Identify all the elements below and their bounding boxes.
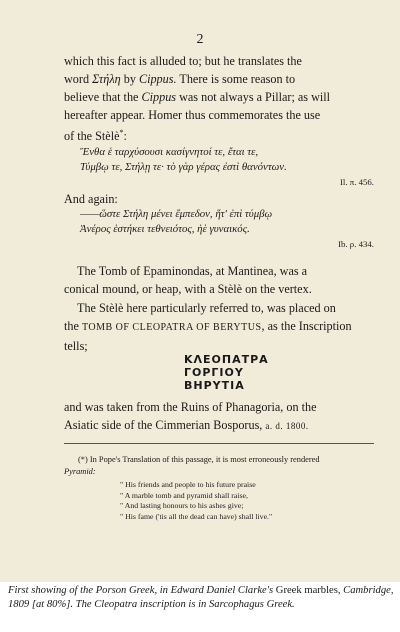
greek-word: Στήλη bbox=[92, 72, 121, 86]
paragraph-stele: The Stèlè here particularly referred to, was placed on the TOMB OF CLEOPATRA OF BERYTUS, as the Inscription tells; bbox=[64, 301, 352, 353]
text-line: which this fact is alluded to; but he translates the bbox=[64, 54, 302, 68]
paragraph-phanagoria: and was taken from the Ruins of Phanagoria, on the Asiatic side of the Cimmerian Bosporus, a. d. 1800. bbox=[64, 400, 317, 432]
greek-quote-1: Ἔνθα ἑ ταρχύσουσι κασίγνητοί τε, ἔται τε, Τύμβῳ τε, Στήλῃ τε· τὸ γὰρ γέρας ἐστὶ θανόντων. bbox=[80, 146, 287, 173]
paragraph-intro bbox=[64, 52, 374, 145]
greek-quote-2: ——ὥστε Στήλη μένει ἔμπεδον, ἥτ' ἐπὶ τύμβῳ Ἀνέρος ἑστήκει τεθνειότος, ἠὲ γυναικός. bbox=[80, 208, 273, 235]
cleopatra-inscription: ΚΛΕΟΠΑΤΡΑ ΓΟΡΓΙΟΥ ΒΗΡΥΤΙΑ bbox=[184, 353, 269, 392]
tomb-name: TOMB OF CLEOPATRA OF BERYTUS bbox=[81, 322, 262, 333]
text-line: word Στήλη by Cippus. There is some reason to bbox=[64, 72, 296, 86]
footnote-marker: * bbox=[119, 128, 124, 137]
figure-caption: First showing of the Porson Greek, in Edward Daniel Clarke's Greek marbles, Cambridge, 1809 [at 80%]. The Cleopatra inscription is in Sarcophagus Greek. bbox=[8, 585, 394, 610]
text-line: hereafter appear. Homer thus commemorates the use bbox=[64, 108, 321, 122]
text-line: of the Stèlè*: bbox=[64, 128, 127, 144]
and-again-label: And again: bbox=[64, 192, 118, 206]
quote-reference-1: Il. π. 456. bbox=[339, 177, 374, 187]
footnote: (*) In Pope's Translation of this passage, it is most erroneously rendered Pyramid: " His friends and people to his future praise " A marble tomb and pyramid shall raise, " And lasting honours to his ashes give; " His fame ('tis all the dead can have) shall live." bbox=[64, 455, 320, 521]
paragraph-epaminondas: The Tomb of Epaminondas, at Mantinea, was a conical mound, or heap, with a Stèlè on the vertex. bbox=[64, 264, 312, 296]
page-number: 2 bbox=[196, 32, 204, 47]
quote-reference-2: Ib. ρ. 434. bbox=[338, 239, 374, 249]
date: a. d. 1800. bbox=[265, 421, 309, 431]
footnote-divider bbox=[64, 443, 374, 444]
text-line: believe that the Cippus was not always a Pillar; as will bbox=[64, 90, 331, 104]
